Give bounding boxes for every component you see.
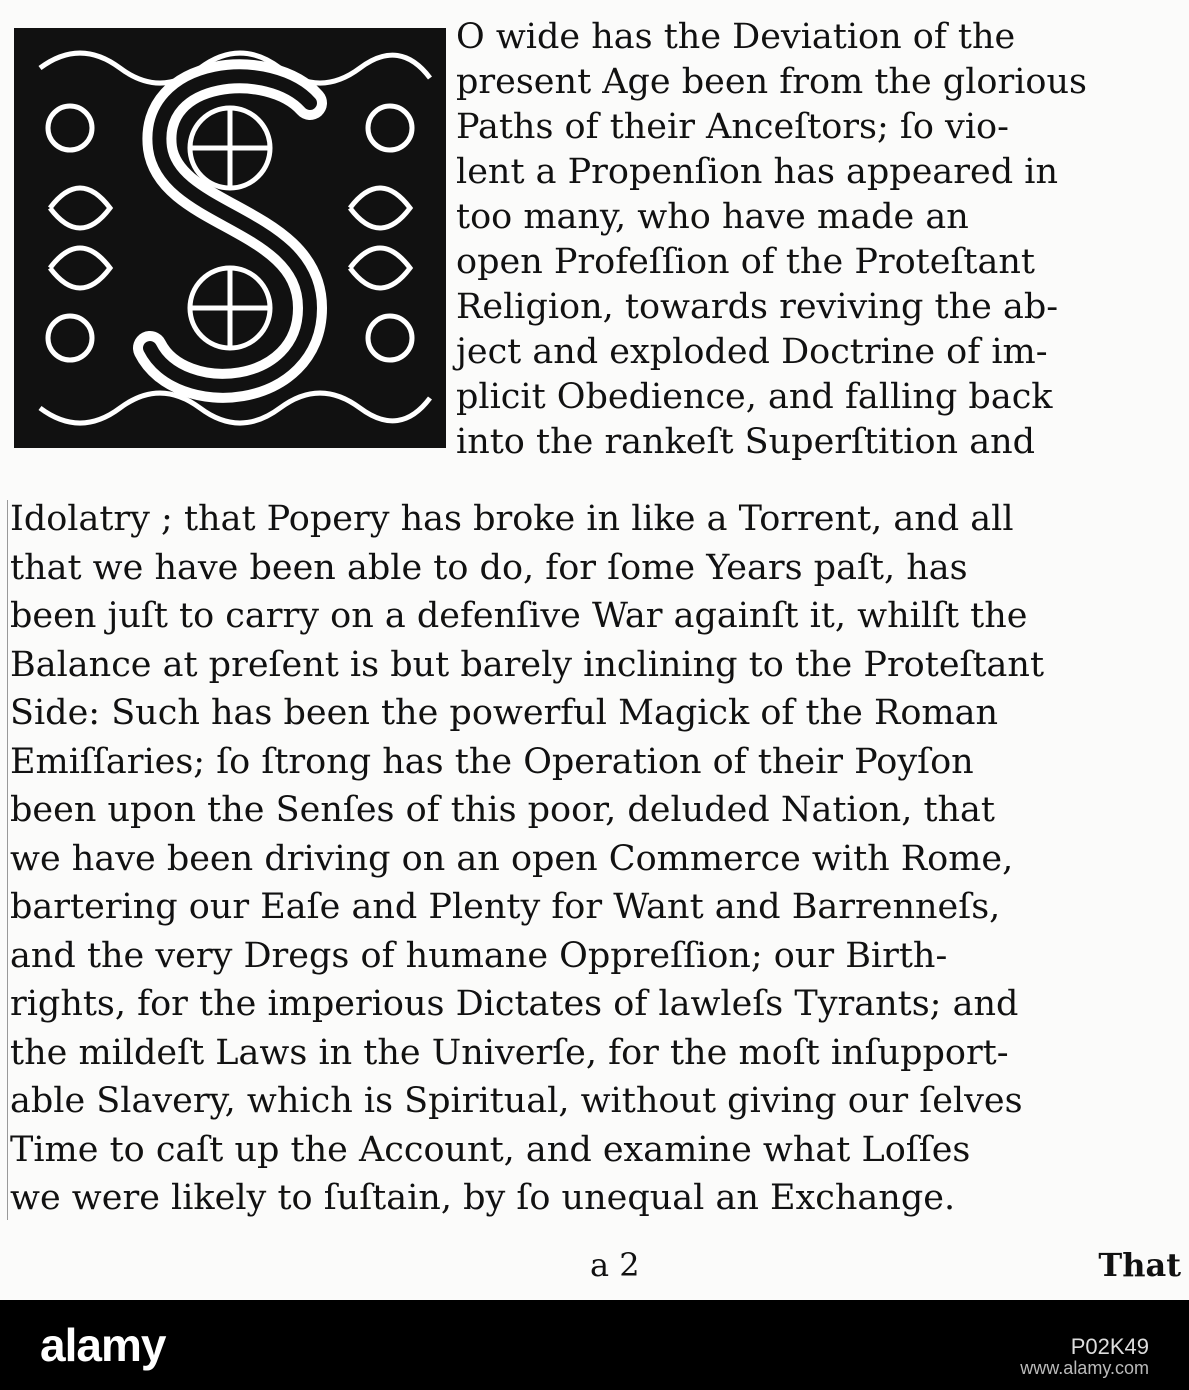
stock-id: P02K49 xyxy=(1070,1334,1149,1359)
text-line: bartering our Eaſe and Plenty for Want and Barrenneſs, xyxy=(10,887,1001,927)
text-line: rights, for the imperious Dictates of lawleſs Tyrants; and xyxy=(10,984,1019,1024)
text-line: Religion, towards reviving the ab- xyxy=(456,287,1059,327)
text-line: the mildeſt Laws in the Univerſe, for the moſt inſupport- xyxy=(10,1032,1009,1073)
catchword: That xyxy=(1098,1246,1181,1284)
text-line: too many, who have made an xyxy=(456,197,969,237)
text-line: Paths of their Anceſtors; ſo vio- xyxy=(456,107,1009,147)
watermark-footer xyxy=(0,1300,1189,1390)
text-line: Balance at preſent is but barely inclining to the Proteſtant xyxy=(10,644,1045,685)
text-line: Side: Such has been the powerful Magick of the Roman xyxy=(10,693,998,733)
text-line: and the very Dregs of humane Oppreſſion; our Birth- xyxy=(10,935,948,976)
text-line: we have been driving on an open Commerce with Rome, xyxy=(10,838,1014,879)
text-line: Idolatry ; that Popery has broke in like a Torrent, and all xyxy=(10,499,1014,539)
text-line: present Age been from the glorious xyxy=(456,62,1087,102)
text-line: Time to caſt up the Account, and examine what Loſſes xyxy=(10,1129,971,1170)
text-line: open Profeſſion of the Proteſtant xyxy=(456,242,1035,282)
text-line: Emiſſaries; ſo ſtrong has the Operation of their Poyſon xyxy=(10,741,974,782)
text-line: able Slavery, which is Spiritual, without giving our ſelves xyxy=(10,1081,1023,1121)
text-line: O wide has the Deviation of the xyxy=(456,17,1016,57)
text-line: we were likely to ſuſtain, by ſo unequal an Exchange. xyxy=(10,1178,956,1218)
site-url: www.alamy.com xyxy=(1020,1358,1149,1378)
text-line: been upon the Senſes of this poor, deluded Nation, that xyxy=(10,790,995,830)
text-line: plicit Obedience, and falling back xyxy=(456,377,1053,417)
page-margin-rule xyxy=(7,500,8,1220)
text-line: that we have been able to do, for ſome Years paſt, has xyxy=(10,547,968,588)
brand-logo: alamy xyxy=(40,1319,166,1371)
page-signature: a 2 xyxy=(590,1246,640,1284)
decorated-initial-s xyxy=(10,8,450,453)
text-line: been juſt to carry on a defenſive War againſt it, whilſt the xyxy=(10,596,1028,636)
text-line: lent a Propenſion has appeared in xyxy=(456,152,1058,192)
text-line: ject and exploded Doctrine of im- xyxy=(456,332,1048,372)
text-line: into the rankeſt Superſtition and xyxy=(456,422,1036,462)
